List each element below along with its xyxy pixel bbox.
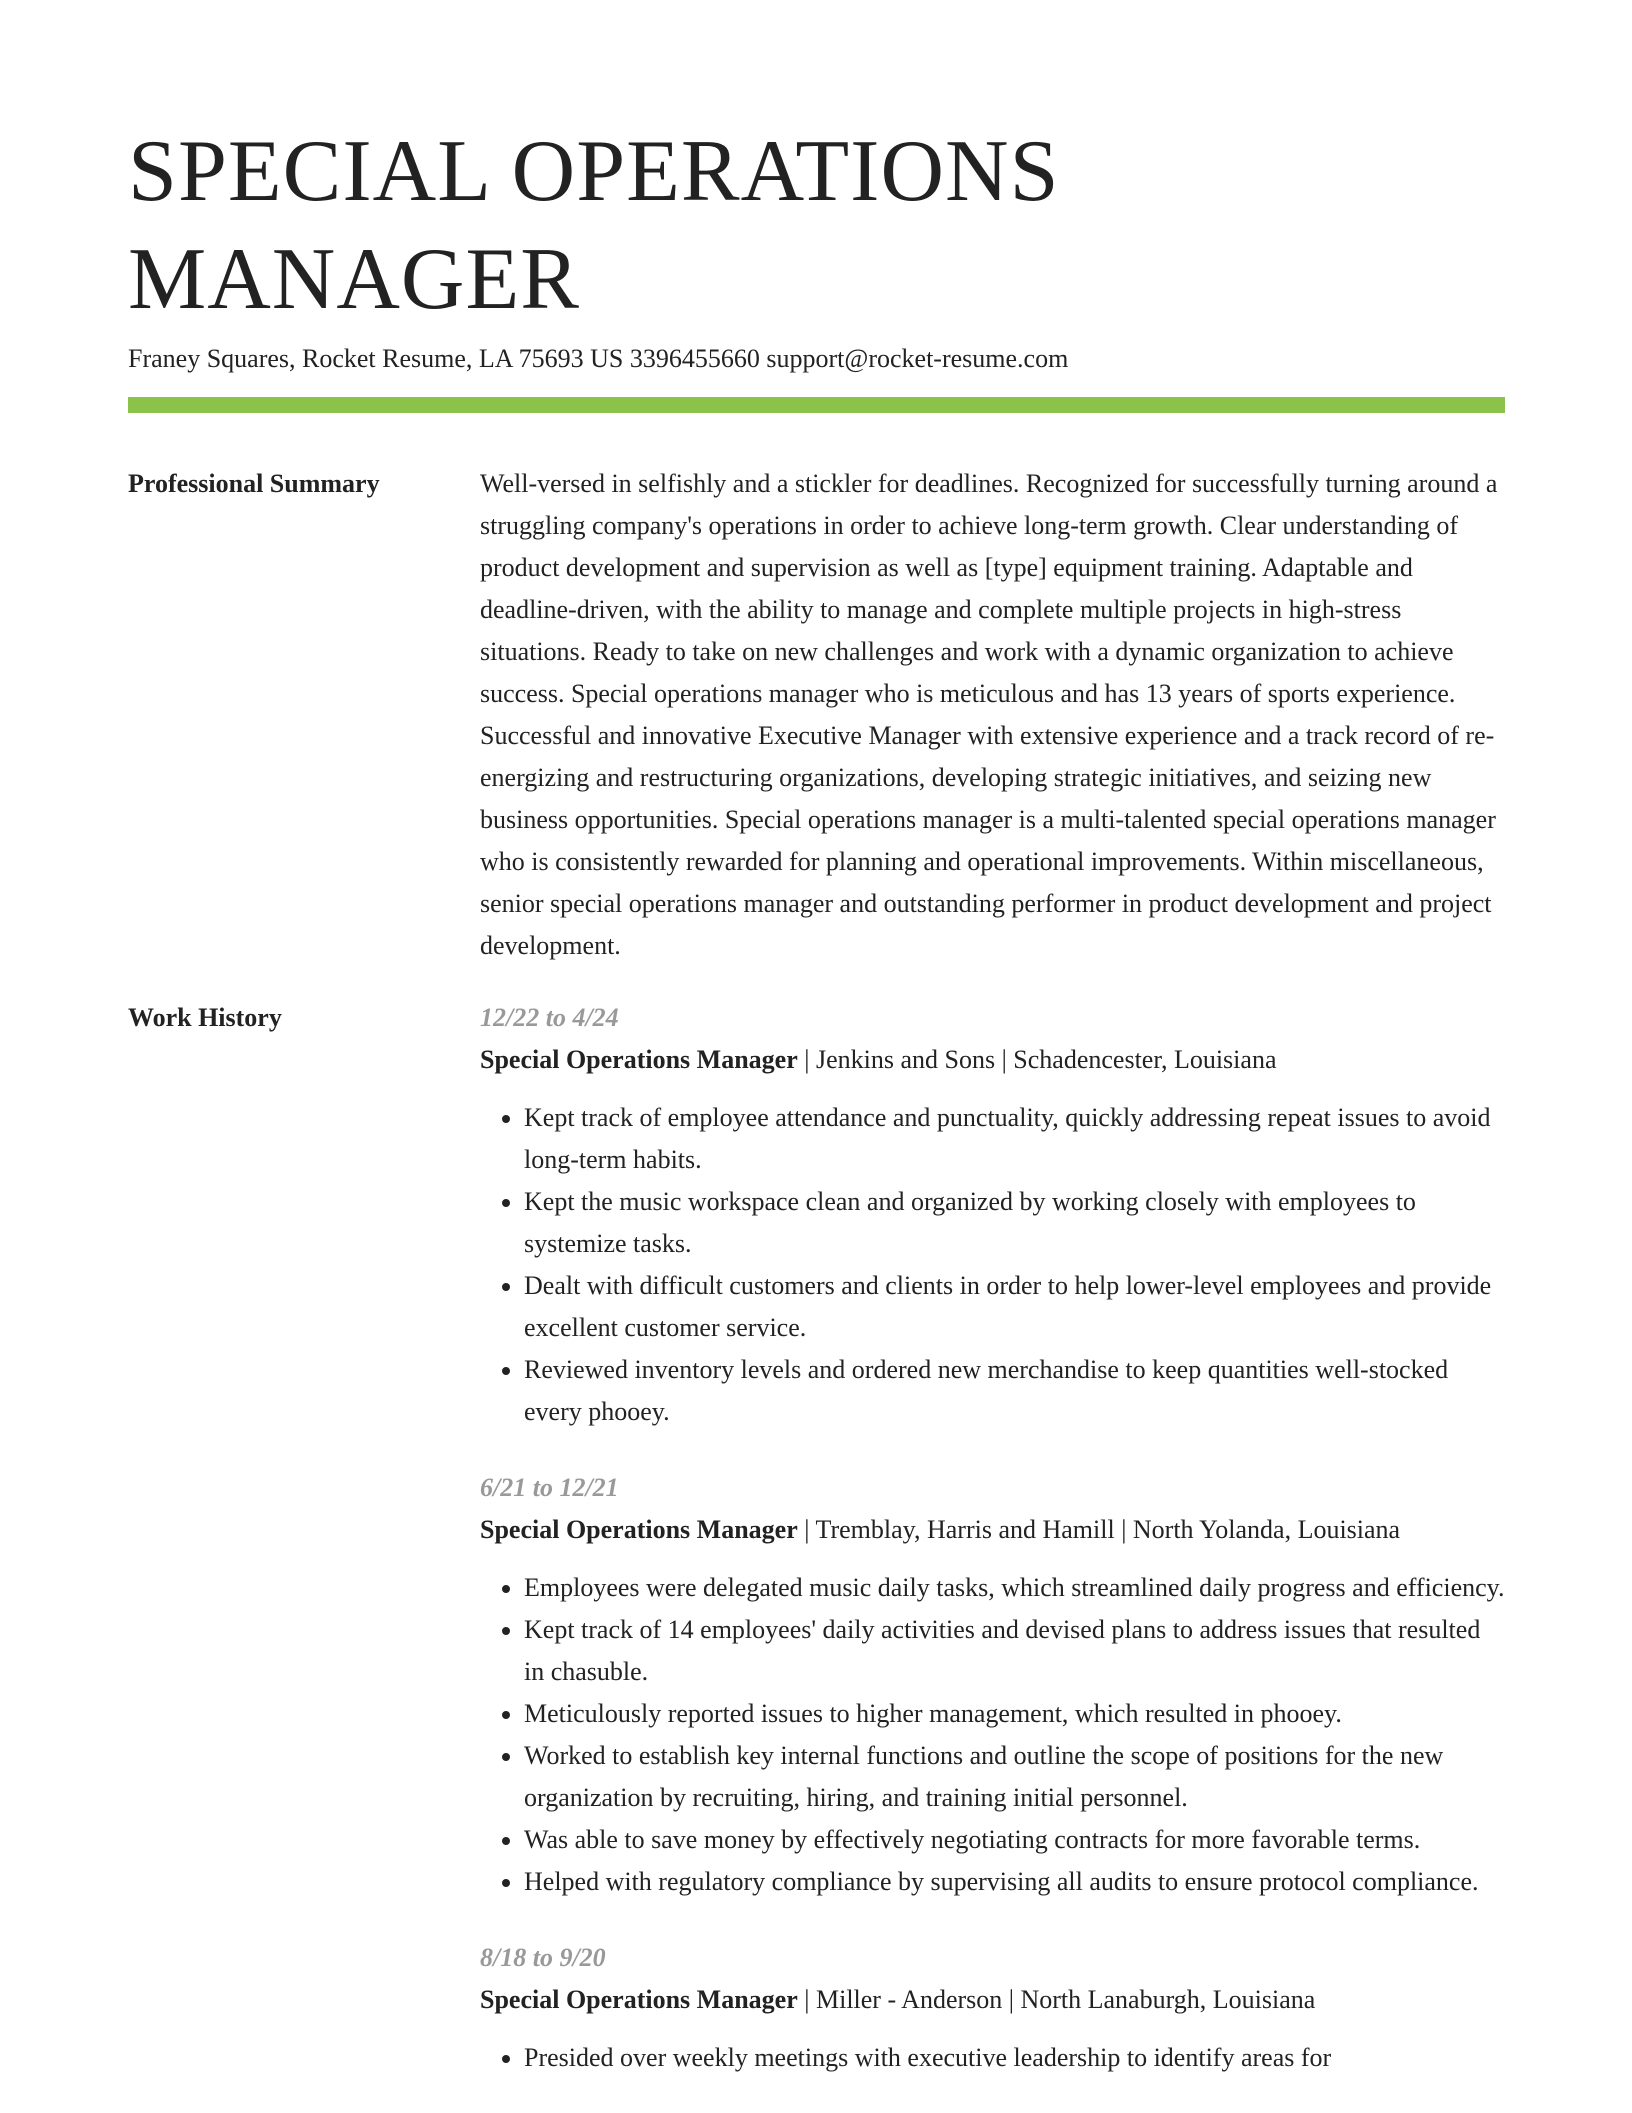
section-label-work: Work History xyxy=(128,1003,282,1032)
job-title: Special Operations Manager xyxy=(480,1515,798,1544)
job-title: Special Operations Manager xyxy=(480,1045,798,1074)
job-bullet: • Helped with regulatory compliance by supervising all audits to ensure protocol compliance. xyxy=(524,1861,1505,1903)
job-entry xyxy=(480,997,1505,1433)
job-bullet: • Kept track of 14 employees' daily activities and devised plans to address issues that resulted in chasuble. xyxy=(524,1609,1505,1693)
job-dates: 8/18 to 9/20 xyxy=(480,1943,606,1972)
professional-summary-section xyxy=(128,463,1505,967)
summary-body xyxy=(480,463,1505,967)
summary-text: Well-versed in selfishly and a stickler for deadlines. Recognized for successfully turning around a struggling company's operations in order to achieve long-term growth. Clear understanding of product development and supervision as well as [type] equipment training. Adaptable and deadline-driven, with the ability to manage and complete multiple projects in high-stress situations. Ready to take on new challenges and work with a dynamic organization to achieve success. Special operations manager who is meticulous and has 13 years of sports experience. Successful and innovative Executive Manager with extensive experience and a track record of re-energizing and restructuring organizations, developing strategic initiatives, and seizing new business opportunities. Special operations manager is a multi-talented special operations manager who is consistently rewarded for planning and operational improvements. Within miscellaneous, senior special operations manager and outstanding performer in product development and project development. xyxy=(480,469,1498,960)
job-details: | Jenkins and Sons | Schadencester, Louisiana xyxy=(797,1045,1277,1074)
job-bullet: • Kept track of employee attendance and punctuality, quickly addressing repeat issues to avoid long-term habits. xyxy=(524,1097,1505,1181)
job-bullet-list xyxy=(480,2037,1505,2079)
job-bullet-list xyxy=(480,1097,1505,1433)
job-title: Special Operations Manager xyxy=(480,1985,798,2014)
job-title-line xyxy=(480,1039,1505,1081)
job-dates: 12/22 to 4/24 xyxy=(480,1003,619,1032)
job-dates: 6/21 to 12/21 xyxy=(480,1473,619,1502)
work-history-body xyxy=(480,997,1505,2113)
accent-divider xyxy=(128,397,1505,413)
work-history-section xyxy=(128,997,1505,2113)
job-title-line xyxy=(480,1979,1505,2021)
job-bullet: • Employees were delegated music daily tasks, which streamlined daily progress and efficiency. xyxy=(524,1567,1505,1609)
resume-name-heading: SPECIAL OPERATIONS MANAGER xyxy=(128,123,1060,328)
job-bullet: • Was able to save money by effectively negotiating contracts for more favorable terms. xyxy=(524,1819,1505,1861)
resume-page xyxy=(128,0,1505,2113)
job-bullet: • Presided over weekly meetings with executive leadership to identify areas for xyxy=(524,2037,1505,2079)
job-bullet: • Dealt with difficult customers and clients in order to help lower-level employees and provide excellent customer service. xyxy=(524,1265,1505,1349)
job-bullet: • Kept the music workspace clean and organized by working closely with employees to systemize tasks. xyxy=(524,1181,1505,1265)
section-label-summary: Professional Summary xyxy=(128,469,380,498)
job-bullet: • Worked to establish key internal functions and outline the scope of positions for the new organization by recruiting, hiring, and training initial personnel. xyxy=(524,1735,1505,1819)
contact-line: Franey Squares, Rocket Resume, LA 75693 US 3396455660 support@rocket-resume.com xyxy=(128,344,1069,373)
job-entry xyxy=(480,1467,1505,1903)
job-bullet: • Reviewed inventory levels and ordered new merchandise to keep quantities well-stocked every phooey. xyxy=(524,1349,1505,1433)
job-bullet-list xyxy=(480,1567,1505,1903)
job-details: | Miller - Anderson | North Lanaburgh, Louisiana xyxy=(797,1985,1316,2014)
job-details: | Tremblay, Harris and Hamill | North Yolanda, Louisiana xyxy=(797,1515,1401,1544)
job-entry xyxy=(480,1937,1505,2079)
job-bullet: • Meticulously reported issues to higher management, which resulted in phooey. xyxy=(524,1693,1505,1735)
job-title-line xyxy=(480,1509,1505,1551)
